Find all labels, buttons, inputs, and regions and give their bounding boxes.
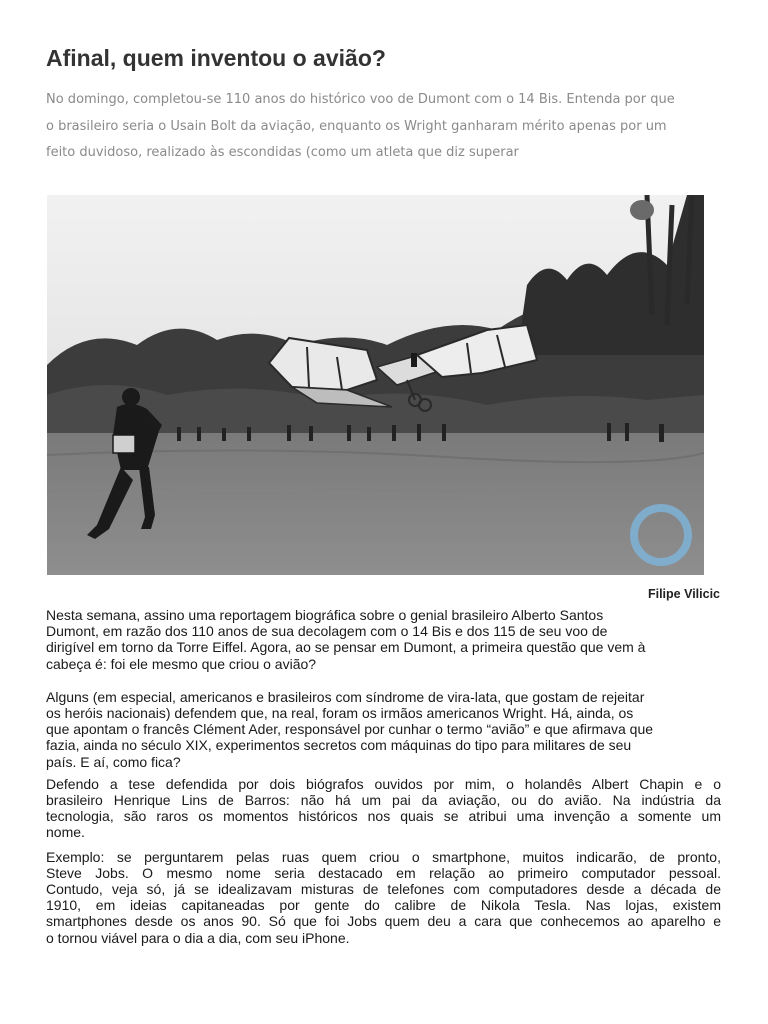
body-line: brasileiro Henrique Lins de Barros: não há um pai da aviação, ou do avião. Na indústria da (46, 792, 721, 809)
body-line: Defendo a tese defendida por dois biógrafos ouvidos por mim, o holandês Albert Chapin e o (46, 775, 721, 792)
body-line: 1910, em ideias capitaneadas por gente do calibre de Nikola Tesla. Nas lojas, existem (46, 897, 721, 914)
body-line: cabeça é: foi ele mesmo que criou o avião? (46, 655, 317, 672)
author-credit: Filipe Vilicic (647, 587, 720, 601)
body-line: tecnologia, são raros os momentos históricos nos quais se atribui uma invenção a somente um (46, 808, 721, 825)
article-title: Afinal, quem inventou o avião? (46, 45, 386, 71)
article-body (46, 607, 721, 946)
photo-14-bis-illustration (47, 195, 704, 575)
body-line: fazia, ainda no século XIX, experimentos secretos com máquinas do tipo para militares de seu (46, 737, 632, 754)
body-line: os heróis nacionais) defendem que, na real, foram os irmãos americanos Wright. Há, ainda, os (46, 705, 634, 722)
body-line: Dumont, em razão dos 110 anos de sua decolagem com o 14 Bis e dos 115 de seu voo de (46, 623, 608, 640)
lede-line: No domingo, completou-se 110 anos do histórico voo de Dumont com o 14 Bis. Entenda por que (46, 92, 675, 107)
body-line: smartphones desde os anos 90. Só que foi Jobs quem deu a cara que conhecemos ao aparelho e (46, 913, 721, 930)
body-line: Nesta semana, assino uma reportagem biográfica sobre o genial brasileiro Alberto Santos (46, 607, 604, 623)
body-line: país. E aí, como fica? (46, 753, 181, 770)
body-line: dirigível em torno da Torre Eiffel. Agora, ao se pensar em Dumont, a primeira questão que vem à (46, 639, 646, 656)
lede-line: o brasileiro seria o Usain Bolt da aviação, enquanto os Wright ganharam mérito apenas por um (46, 118, 667, 134)
lede-line: feito duvidoso, realizado às escondidas (como um atleta que diz superar (46, 145, 519, 160)
body-line: nome. (46, 824, 85, 841)
body-line: o tornou viável para o dia a dia, com seu iPhone. (46, 929, 350, 946)
body-paragraph-4 (46, 849, 721, 946)
body-paragraph-3 (46, 776, 721, 841)
article-photo (47, 195, 704, 575)
article-lede (46, 87, 726, 167)
body-line: Contudo, veja só, já se idealizavam misturas de telefones com computadores desde a década de (46, 881, 721, 898)
body-line: Steve Jobs. O mesmo nome seria destacado em relação ao primeiro computador pessoal. (46, 864, 721, 881)
body-line: Alguns (em especial, americanos e brasileiros com síndrome de vira-lata, que gostam de rejeitar (46, 688, 645, 705)
body-paragraph-2 (46, 689, 721, 770)
body-line: Exemplo: se perguntarem pelas ruas quem criou o smartphone, muitos indicarão, de pronto, (46, 848, 721, 865)
body-line: que apontam o francês Clément Ader, responsável por cunhar o termo “avião” e que afirmava que (46, 721, 654, 738)
body-paragraph-1 (46, 607, 721, 672)
